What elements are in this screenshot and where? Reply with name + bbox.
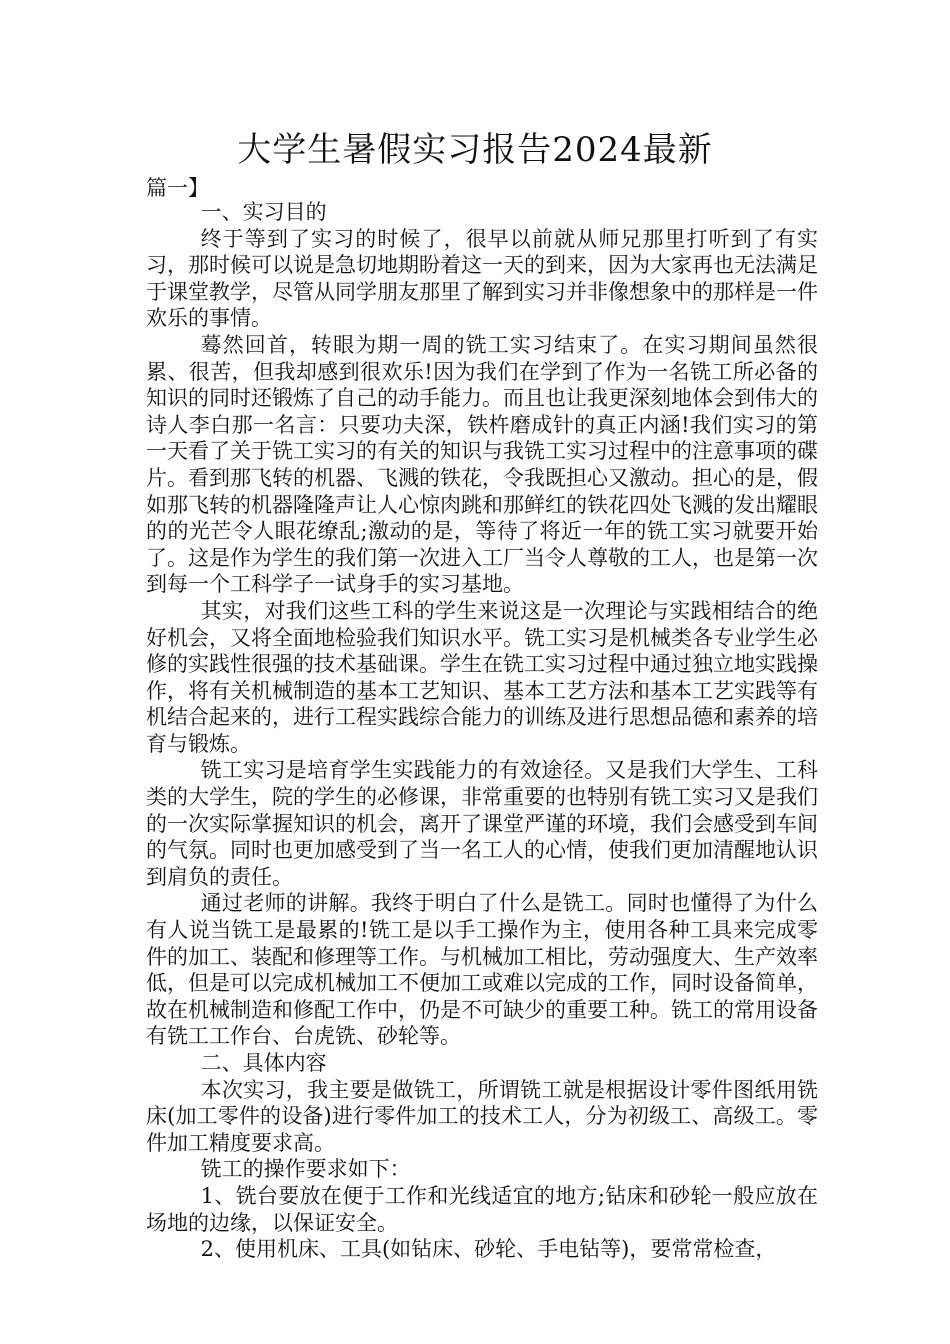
document-title: 大学生暑假实习报告2024最新 — [237, 130, 713, 170]
paragraph: 铣工实习是培育学生实践能力的有效途径。又是我们大学生、工科类的大学生，院的学生的必修课，非常重要的也特别有铣工实习又是我们的一次实际掌握知识的机会，离开了课堂严谨的环境，我们会感受到车间的气氛。同时也更加感受到了当一名工人的心情，使我们更加清醒地认识到肩负的责任。 — [146, 758, 818, 889]
section-heading-purpose: 一、实习目的 — [200, 200, 327, 224]
paragraph: 其实，对我们这些工科的学生来说这是一次理论与实践相结合的绝好机会，又将全面地检验我们知识水平。铣工实习是机械类各专业学生必修的实践性很强的技术基础课。学生在铣工实习过程中通过独立地实践操作，将有关机械制造的基本工艺知识、基本工艺方法和基本工艺实践等有机结合起来的，进行工程实践综合能力的训练及进行思想品德和素养的培育与锻炼。 — [146, 598, 818, 756]
paragraph: 蓦然回首，转眼为期一周的铣工实习结束了。在实习期间虽然很累、很苦，但我却感到很欢乐!因为我们在学到了作为一名铣工所必备的知识的同时还锻炼了自己的动手能力。而且也让我更深刻地体会到伟大的诗人李白那一名言：只要功夫深，铁杵磨成针的真正内涵!我们实习的第一天看了关于铣工实习的有关的知识与我铣工实习过程中的注意事项的碟片。看到那飞转的机器、飞溅的铁花，令我既担心又激动。担心的是，假如那飞转的机器隆隆声让人心惊肉跳和那鲜红的铁花四处飞溅的发出耀眼的的光芒令人眼花缭乱;激动的是，等待了将近一年的铣工实习就要开始了。这是作为学生的我们第一次进入工厂当令人尊敬的工人，也是第一次到每一个工科学子一试身手的实习基地。 — [146, 332, 818, 597]
section-heading-content: 二、具体内容 — [200, 1051, 327, 1075]
document-body — [146, 199, 818, 1263]
paragraph: 通过老师的讲解。我终于明白了什么是铣工。同时也懂得了为什么有人说当铣工是最累的!铣工是以手工操作为主，使用各种工具来完成零件的加工、装配和修理等工作。与机械加工相比，劳动强度大、生产效率低，但是可以完成机械加工不便加工或难以完成的工作，同时设备简单，故在机械制造和修配工作中，仍是不可缺少的重要工种。铣工的常用设备有铣工工作台、台虎铣、砂轮等。 — [146, 891, 818, 1049]
paragraph: 终于等到了实习的时候了，很早以前就从师兄那里打听到了有实习，那时候可以说是急切地期盼着这一天的到来，因为大家再也无法满足于课堂教学，尽管从同学朋友那里了解到实习并非像想象中的那样是一件欢乐的事情。 — [146, 226, 818, 331]
paragraph: 本次实习，我主要是做铣工，所谓铣工就是根据设计零件图纸用铣床(加工零件的设备)进行零件加工的技术工人，分为初级工、高级工。零件加工精度要求高。 — [146, 1077, 818, 1155]
requirement-item: 2、使用机床、工具(如钻床、砂轮、手电钻等)，要常常检查， — [200, 1237, 777, 1262]
requirements-intro: 铣工的操作要求如下： — [200, 1157, 411, 1182]
requirement-item: 1、铣台要放在便于工作和光线适宜的地方;钻床和砂轮一般应放在场地的边缘，以保证安全。 — [146, 1183, 818, 1235]
section-label: 篇一】 — [146, 176, 209, 200]
